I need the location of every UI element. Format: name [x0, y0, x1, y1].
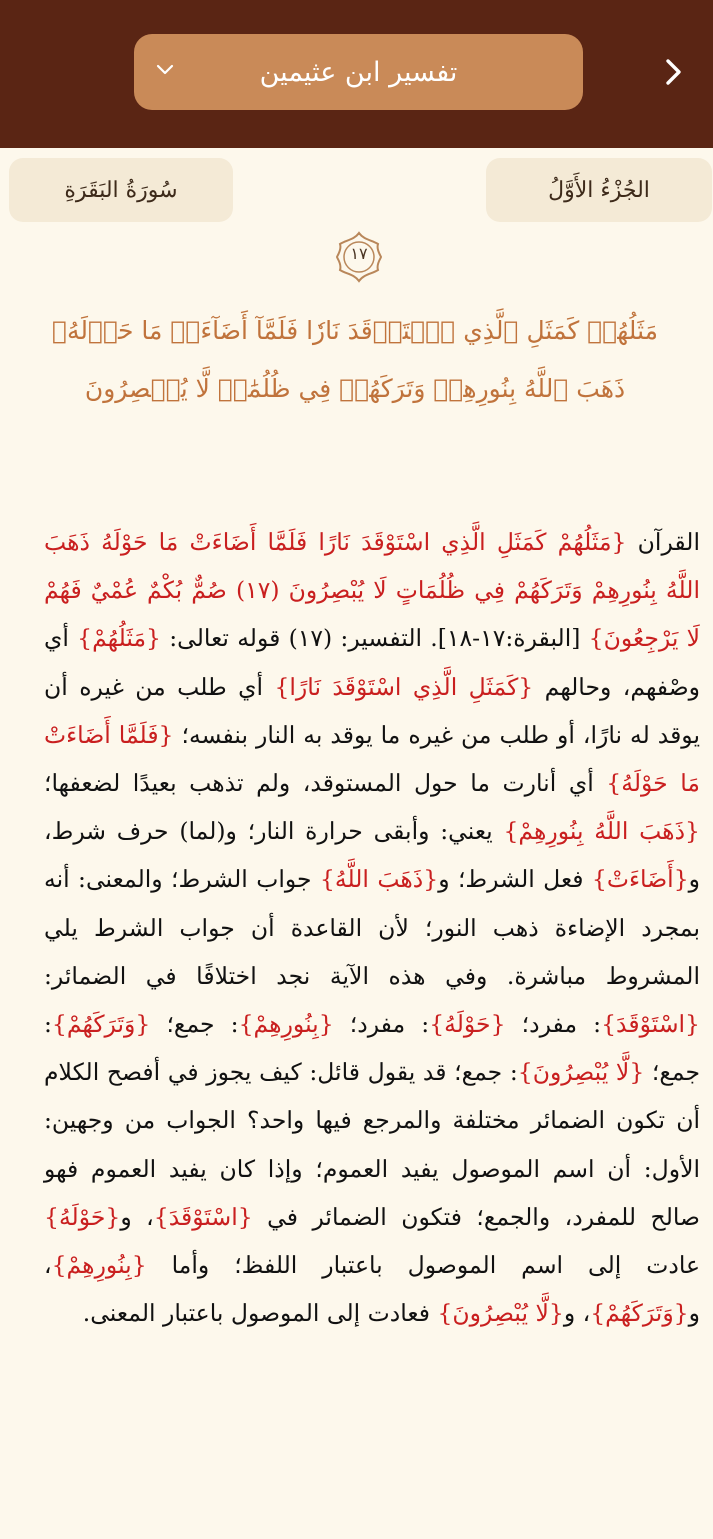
- back-button[interactable]: [651, 48, 695, 96]
- quran-quote: {حَوْلَهُ}: [44, 1202, 121, 1231]
- tafsir-text: ، و: [44, 1251, 700, 1328]
- top-app-bar: [0, 0, 713, 148]
- tafsir-text: عادت إلى اسم الموصول باعتبار اللفظ؛ وأما: [146, 1251, 700, 1280]
- quran-quote: {ذَهَبَ اللَّهُ بِنُورِهِمْ}: [503, 817, 700, 846]
- tafsir-text: أي أنارت ما حول المستوقد، ولم تذهب بعيدًا لضعفها؛: [44, 769, 607, 798]
- tafsir-text: فعادت إلى الموصول باعتبار المعنى.: [82, 1299, 438, 1328]
- tafsir-text: : جمع؛ قد يقول قائل: كيف يجوز في أفصح الكلام أن تكون الضمائر مختلفة والمرجع فيها واحد؟ الجواب من وجهين: الأول: أن اسم الموصول يفيد العموم؛ وإذا كان يفيد العموم فهو صالح للمفرد، والجمع؛ فتكون الضمائر في: [44, 1058, 700, 1231]
- chevron-down-icon: [152, 56, 178, 82]
- scroll-fade: [0, 1465, 713, 1539]
- quran-quote: {اسْتَوْقَدَ}: [153, 1202, 253, 1231]
- quran-quote: {مَثَلُهُمْ كَمَثَلِ الَّذِي اسْتَوْقَدَ نَارًا فَلَمَّا أَضَاءَتْ مَا حَوْلَهُ ذَهَبَ اللَّهُ بِنُورِهِمْ وَتَرَكَهُمْ فِي ظُلُمَاتٍ لَا يُبْصِرُونَ (١٧) صُمٌّ بُكْمٌ عُمْيٌ فَهُمْ لَا يَرْجِعُونَ}: [44, 528, 701, 653]
- tafsir-text: أي وصْفهم، وحالهم: [44, 624, 700, 701]
- tafsir-text: ، و: [120, 1202, 154, 1231]
- quran-quote: {مَثَلُهُمْ}: [77, 624, 162, 653]
- quran-quote: {وَتَرَكَهُمْ}: [590, 1299, 689, 1328]
- juz-button[interactable]: [486, 158, 712, 222]
- tafsir-text: جواب الشرط؛ والمعنى: أنه بمجرد الإضاءة ذهب النور؛ لأن القاعدة أن جواب الشرط يلي المشروط مباشرة. وفي هذه الآية نجد اختلافًا في الضمائر:: [44, 865, 700, 990]
- quran-quote: {أَضَاءَتْ}: [591, 865, 689, 894]
- tafsir-name-label: تفسير ابن عثيمين: [259, 56, 458, 88]
- quran-quote: {ذَهَبَ اللَّهُ}: [319, 865, 439, 894]
- tafsir-selector-dropdown[interactable]: [134, 34, 583, 110]
- quran-quote: {لَّا يُبْصِرُونَ}: [517, 1058, 645, 1087]
- surah-button[interactable]: [9, 158, 233, 222]
- quran-quote: {بِنُورِهِمْ}: [238, 1010, 334, 1039]
- quran-quote: {بِنُورِهِمْ}: [51, 1251, 147, 1280]
- quran-quote: {كَمَثَلِ الَّذِي اسْتَوْقَدَ نَارًا}: [274, 672, 534, 701]
- tafsir-text: : جمع؛: [44, 1010, 701, 1087]
- verse-number: ١٧: [350, 244, 368, 263]
- ayah-text: مَثَلُهُمۡ كَمَثَلِ ٱلَّذِي ٱسۡتَوۡقَدَ نَارٗا فَلَمَّآ أَضَآءَتۡ مَا حَوۡلَهُۥ ذَهَبَ ٱللَّهُ بِنُورِهِمۡ وَتَرَكَهُمۡ فِي ظُلُمَٰتٖ لَّا يُبۡصِرُونَ: [51, 316, 659, 403]
- tafsir-text: فعل الشرط؛ و: [438, 865, 592, 894]
- quran-quote: {اسْتَوْقَدَ}: [601, 1010, 700, 1039]
- quran-quote: {لَّا يُبْصِرُونَ}: [437, 1299, 564, 1328]
- tafsir-text: : مفرد؛: [333, 1010, 430, 1039]
- chevron-right-icon: [651, 48, 695, 96]
- verse-number-badge: [334, 230, 384, 284]
- surah-label: سُورَةُ البَقَرَةِ: [64, 177, 178, 203]
- tafsir-text: أي طلب من غيره أن يوقد له نارًا، أو طلب من غيره ما يوقد به النار بنفسه؛: [44, 672, 700, 749]
- tafsir-body: [44, 518, 700, 1337]
- tafsir-text: : مفرد؛: [505, 1010, 602, 1039]
- tafsir-text: : جمع؛: [150, 1010, 239, 1039]
- tafsir-text: [البقرة:١٧-١٨]. التفسير: (١٧) قوله تعالى:: [161, 624, 589, 653]
- quran-quote: {وَتَرَكَهُمْ}: [51, 1010, 151, 1039]
- juz-label: الجُزْءُ الأَوَّلُ: [548, 177, 650, 203]
- tafsir-text: يعني: وأبقى حرارة النار؛ و(لما) حرف شرط، و: [44, 817, 701, 894]
- tafsir-text: القرآن: [626, 528, 700, 556]
- quran-quote: {فَلَمَّا أَضَاءَتْ مَا حَوْلَهُ}: [44, 720, 700, 798]
- tafsir-text: ، و: [563, 1299, 591, 1328]
- quran-quote: {حَوْلَهُ}: [429, 1010, 506, 1039]
